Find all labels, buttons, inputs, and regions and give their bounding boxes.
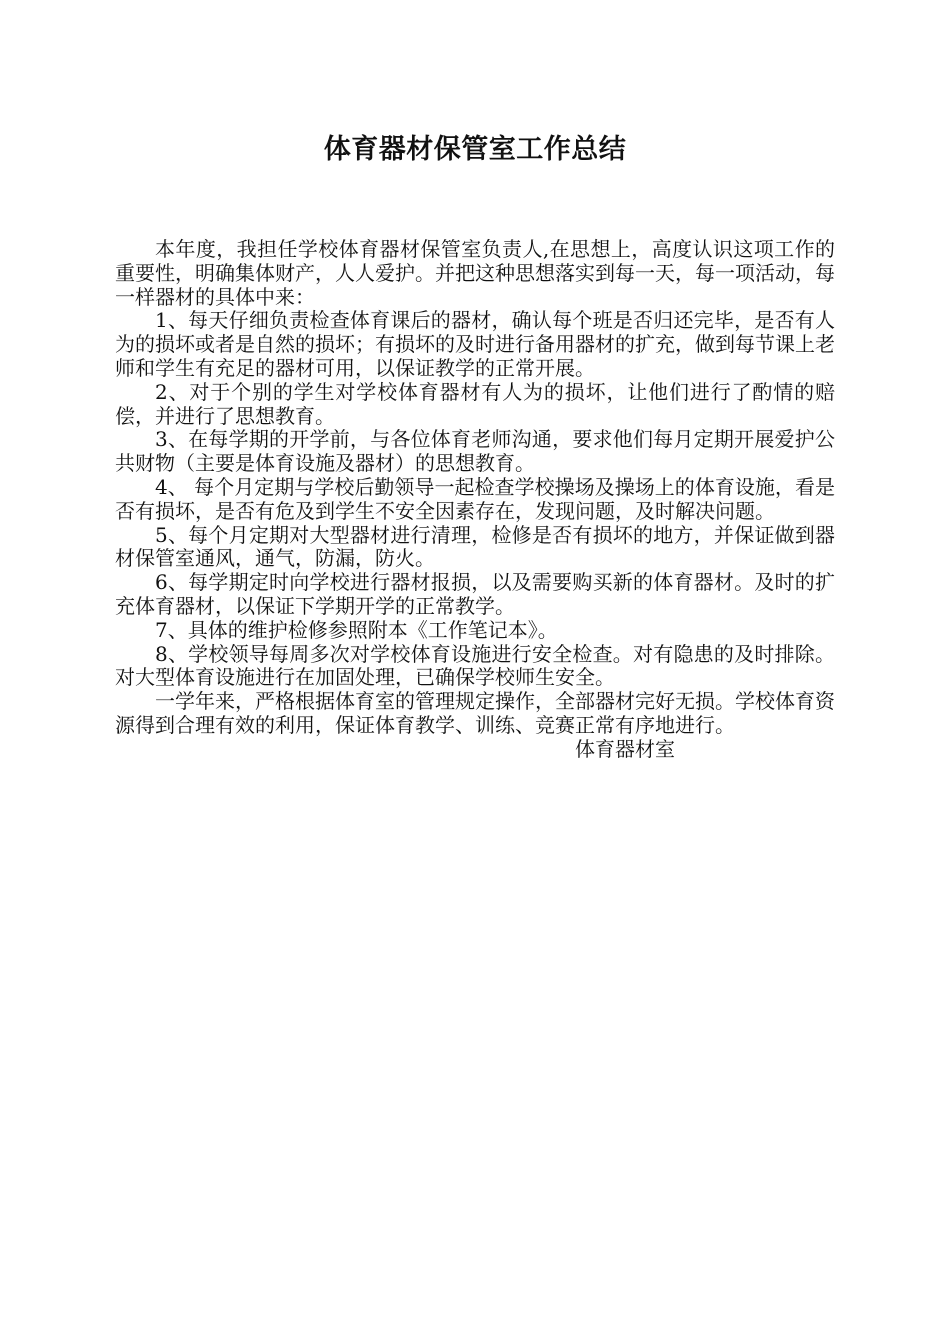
paragraph-item-3: 3、在每学期的开学前，与各位体育老师沟通，要求他们每月定期开展爱护公共财物（主要是体育设施及器材）的思想教育。: [115, 427, 835, 476]
paragraph-item-6: 6、每学期定时向学校进行器材报损，以及需要购买新的体育器材。及时的扩充体育器材，以保证下学期开学的正常教学。: [115, 570, 835, 618]
paragraph-item-5: 5、每个月定期对大型器材进行清理，检修是否有损坏的地方，并保证做到器材保管室通风，通气，防漏，防火。: [115, 522, 835, 571]
paragraph-item-2: 2、对于个别的学生对学校体育器材有人为的损坏，让他们进行了酌情的赔偿，并进行了思想教育。: [115, 379, 835, 428]
paragraph-conclusion: 一学年来，严格根据体育室的管理规定操作，全部器材完好无损。学校体育资源得到合理有效的利用，保证体育教学、训练、竞赛正常有序地进行。: [115, 689, 835, 737]
document-body: [115, 238, 835, 762]
paragraph-item-1: 1、每天仔细负责检查体育课后的器材，确认每个班是否归还完毕，是否有人为的损坏或者是自然的损坏；有损坏的及时进行备用器材的扩充，做到每节课上老师和学生有充足的器材可用，以保证教学的正常开展。: [115, 308, 835, 380]
paragraph-item-8: 8、学校领导每周多次对学校体育设施进行安全检查。对有隐患的及时排除。对大型体育设施进行在加固处理，已确保学校师生安全。: [115, 641, 835, 690]
paragraph-item-7: 7、具体的维护检修参照附本《工作笔记本》。: [155, 617, 558, 642]
document-title: 体育器材保管室工作总结: [323, 134, 627, 165]
document-signature: 体育器材室: [575, 736, 675, 761]
paragraph-item-4: 4、 每个月定期与学校后勤领导一起检查学校操场及操场上的体育设施，看是否有损坏，是否有危及到学生不安全因素存在，发现问题，及时解决问题。: [115, 474, 835, 523]
paragraph-intro: 本年度，我担任学校体育器材保管室负责人,在思想上，高度认识这项工作的重要性，明确集体财产，人人爱护。并把这种思想落实到每一天，每一项活动，每一样器材的具体中来：: [115, 237, 835, 309]
